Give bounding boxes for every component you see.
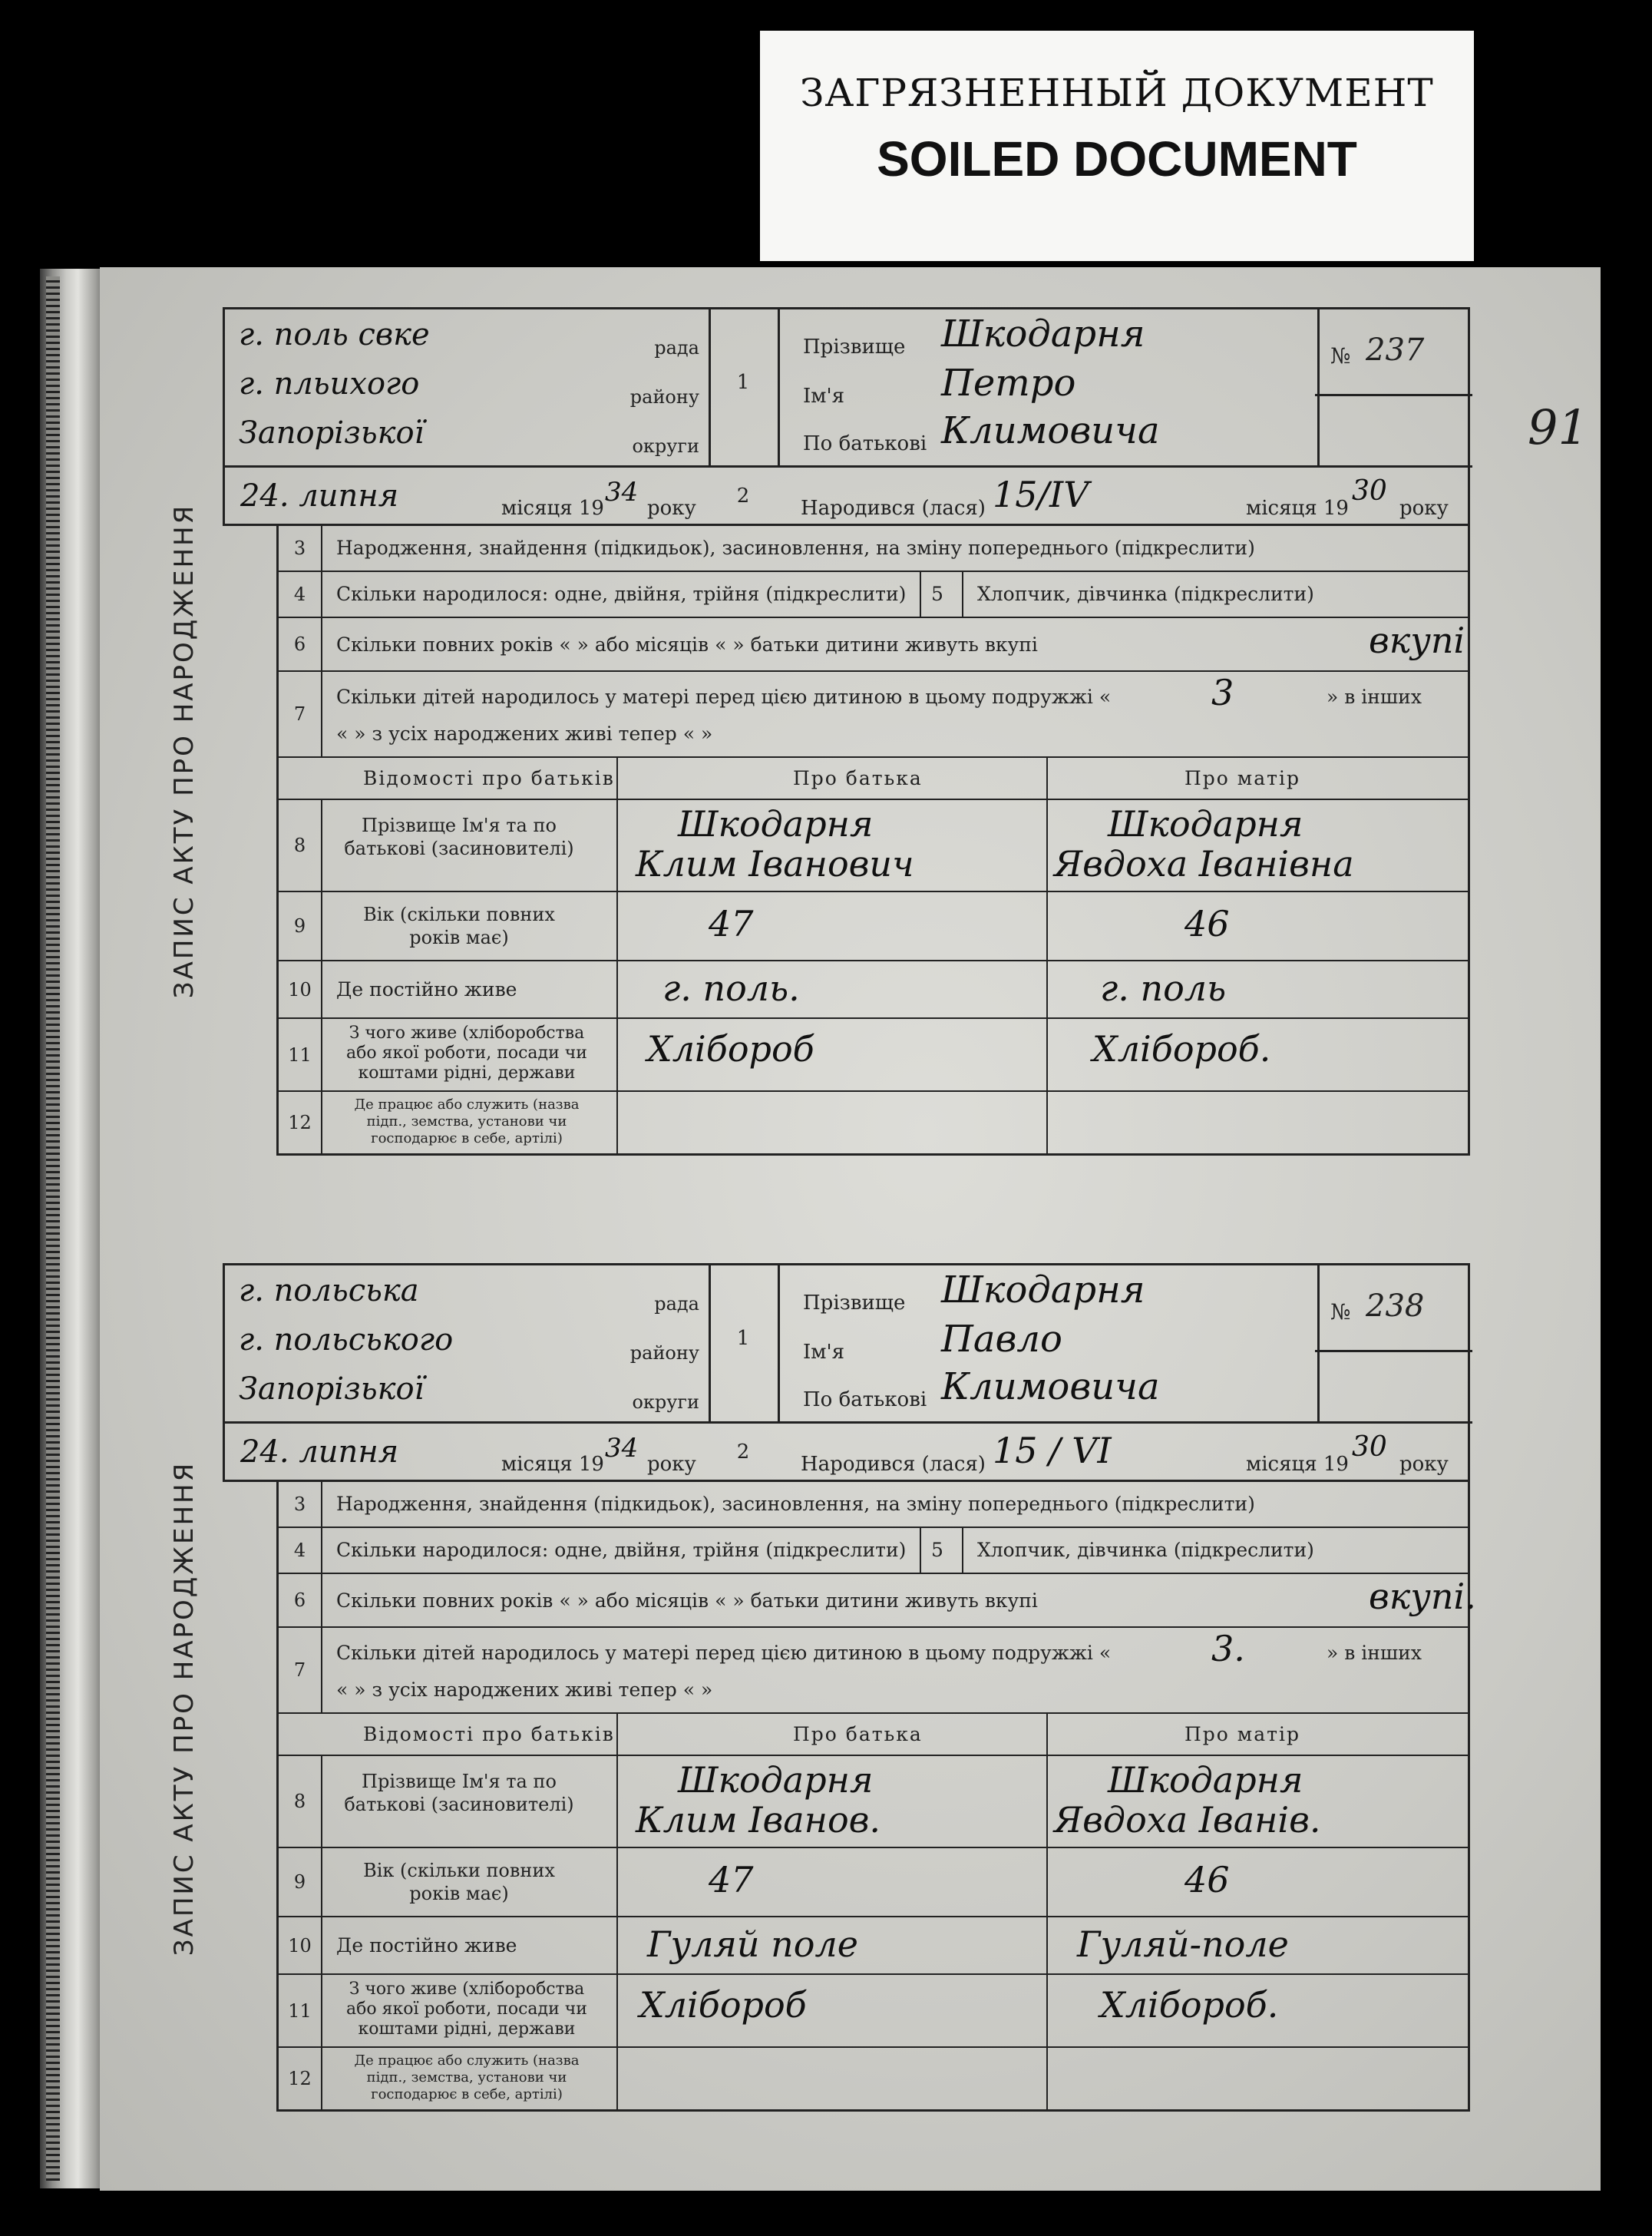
surname-label: Прізвище — [803, 336, 906, 359]
name-label: Ім'я — [803, 385, 845, 408]
father-header: Про батька — [793, 767, 923, 789]
row10-label: Де постійно живе — [336, 1934, 517, 1957]
mother-age: 46 — [1184, 1859, 1230, 1900]
registration-date: 24. липня — [240, 478, 399, 514]
name-value: Павло — [941, 1318, 1062, 1361]
row-number-5: 5 — [931, 1539, 943, 1561]
row7-text-a: Скільки дітей народилось у матері перед цією дитиною в цьому подружжі « — [336, 1642, 1112, 1664]
place-block — [225, 1265, 711, 1421]
registration-year: 34 — [605, 1433, 639, 1464]
page-edges — [46, 276, 60, 2181]
row-number-3: 3 — [279, 1482, 322, 1526]
name-block — [778, 1265, 1320, 1421]
row8-label: Прізвище Ім'я та по батькові (засиновителі) — [344, 1771, 574, 1815]
surname-label: Прізвище — [803, 1292, 906, 1315]
month-year-label: місяця 19 — [501, 497, 604, 520]
father-name: Клим Іванович — [636, 843, 914, 885]
row-number-11: 11 — [279, 1975, 322, 2046]
parents-header: Відомості про батьків — [363, 767, 615, 789]
father-surname: Шкодарня — [678, 1759, 874, 1801]
birth-year-label: року — [1399, 1453, 1449, 1476]
born-label: Народився (лася) — [801, 1453, 986, 1476]
mother-surname: Шкодарня — [1108, 1759, 1303, 1801]
row7-text-a: Скільки дітей народилось у матері перед цією дитиною в цьому подружжі « — [336, 686, 1112, 708]
rayon-label: району — [629, 386, 699, 408]
mother-residence: Гуляй-поле — [1077, 1923, 1289, 1965]
father-occupation: Хлібороб — [639, 1984, 807, 2026]
row-number-9: 9 — [279, 1848, 322, 1916]
record-number-value: 238 — [1366, 1288, 1425, 1324]
row9-label: Вік (скільки повних років має) — [363, 1860, 555, 1904]
row10-label: Де постійно живе — [336, 978, 517, 1001]
mother-header: Про матір — [1184, 1723, 1300, 1745]
row12-label: Де працює або служить (назва підп., земства, установи чи господарює в себе, артілі) — [354, 2052, 580, 2102]
row11-label: З чого живе (хліборобства або якої роботи, посади чи коштами рідні, держави — [346, 1024, 587, 1083]
rada-value: г. поль свке — [239, 317, 430, 352]
row-number-8: 8 — [279, 800, 322, 891]
row7-text-c: « » з усіх народжених живі тепер « » — [336, 723, 713, 745]
row6-text: Скільки повних років « » або місяців « » батьки дитини живуть вкупі — [336, 633, 1038, 656]
row5-text: Хлопчик, дівчинка (підкреслити) — [977, 1539, 1314, 1561]
row11-label: З чого живе (хліборобства або якої роботи, посади чи коштами рідні, держави — [346, 1980, 587, 2039]
label-english: SOILED DOCUMENT — [877, 131, 1357, 187]
okruha-label: округи — [632, 1391, 699, 1413]
row8-label: Прізвище Ім'я та по батькові (засиновителі) — [344, 815, 574, 859]
name-block — [778, 309, 1320, 465]
row-number-4: 4 — [279, 572, 322, 617]
parents-header: Відомості про батьків — [363, 1723, 615, 1745]
row-number-5: 5 — [931, 583, 943, 605]
birth-year: 30 — [1352, 475, 1387, 507]
mother-residence: г. поль — [1100, 968, 1227, 1009]
date-line — [225, 465, 1472, 531]
row-number-11: 11 — [279, 1019, 322, 1090]
father-residence: Гуляй поле — [647, 1923, 858, 1965]
years-together: вкупі. — [1369, 1576, 1476, 1617]
number-sign: № — [1330, 1299, 1351, 1325]
row-number-1: 1 — [736, 1327, 750, 1350]
record-header — [223, 1263, 1470, 1482]
rayon-value: г. польського — [239, 1322, 454, 1358]
rada-label: рада — [654, 337, 699, 359]
date-line — [225, 1421, 1472, 1487]
surname-value: Шкодарня — [941, 1268, 1145, 1312]
row12-label: Де працює або служить (назва підп., земства, установи чи господарює в себе, артілі) — [354, 1096, 580, 1146]
birth-date: 15/IV — [993, 474, 1089, 515]
row6-text: Скільки повних років « » або місяців « » батьки дитини живуть вкупі — [336, 1589, 1038, 1612]
birth-date: 15 / VI — [993, 1430, 1112, 1471]
father-surname: Шкодарня — [678, 803, 874, 845]
okruha-value: Запорізької — [239, 415, 425, 451]
birth-record-2 — [169, 1263, 1476, 2154]
name-value: Петро — [941, 362, 1076, 405]
birth-year: 30 — [1352, 1431, 1387, 1463]
row-number-8: 8 — [279, 1756, 322, 1847]
row3-text: Народження, знайдення (підкидьок), засиновлення, на зміну попереднього (підкреслити) — [336, 537, 1255, 559]
father-name: Клим Іванов. — [636, 1799, 881, 1841]
row-number-3: 3 — [279, 526, 322, 571]
mother-surname: Шкодарня — [1108, 803, 1303, 845]
years-together: вкупі — [1369, 620, 1465, 661]
birth-year-label: року — [1399, 497, 1449, 520]
row-number-2: 2 — [736, 485, 750, 508]
row-number-2: 2 — [736, 1440, 750, 1464]
rada-label: рада — [654, 1293, 699, 1315]
okruha-label: округи — [632, 435, 699, 457]
mother-name: Явдоха Іванів. — [1054, 1799, 1321, 1841]
father-age: 47 — [709, 903, 754, 944]
row-number-12: 12 — [279, 1092, 322, 1153]
row-number-7: 7 — [279, 1628, 322, 1712]
side-title: ЗАПИС АКТУ ПРО НАРОДЖЕННЯ — [169, 503, 200, 998]
mother-age: 46 — [1184, 903, 1230, 944]
row-number-10: 10 — [279, 1917, 322, 1973]
row4-text: Скільки народилося: одне, двійня, трійня (підкреслити) — [336, 1539, 907, 1561]
rada-value: г. польська — [239, 1273, 419, 1308]
father-occupation: Хлібороб — [647, 1028, 814, 1070]
record-body — [276, 526, 1470, 1156]
mother-name: Явдоха Іванівна — [1054, 843, 1354, 885]
side-title: ЗАПИС АКТУ ПРО НАРОДЖЕННЯ — [169, 1460, 200, 1957]
soiled-document-label — [760, 31, 1474, 261]
birth-month-label: місяця 19 — [1246, 1453, 1349, 1476]
row-number-7: 7 — [279, 672, 322, 756]
registration-date: 24. липня — [240, 1434, 399, 1470]
rayon-label: району — [629, 1342, 699, 1364]
row5-text: Хлопчик, дівчинка (підкреслити) — [977, 583, 1314, 605]
row-number-12: 12 — [279, 2048, 322, 2109]
row-number-4: 4 — [279, 1528, 322, 1573]
patronymic-value: Климовича — [941, 409, 1160, 452]
rayon-value: г. пльихого — [239, 366, 420, 402]
row-number-6: 6 — [279, 1574, 322, 1626]
father-header: Про батька — [793, 1723, 923, 1745]
label-russian: ЗАГРЯЗНЕННЫЙ ДОКУМЕНТ — [800, 71, 1434, 115]
name-label: Ім'я — [803, 1341, 845, 1364]
month-year-label: місяця 19 — [501, 1453, 604, 1476]
record-number — [1315, 309, 1472, 396]
record-number — [1315, 1265, 1472, 1352]
mother-header: Про матір — [1184, 767, 1300, 789]
row3-text: Народження, знайдення (підкидьок), засиновлення, на зміну попереднього (підкреслити) — [336, 1493, 1255, 1515]
mother-occupation: Хлібороб. — [1092, 1028, 1271, 1070]
row7-text-b: » в інших — [1327, 686, 1422, 708]
row7-text-b: » в інших — [1327, 1642, 1422, 1664]
year-label: року — [647, 1453, 696, 1476]
record-body — [276, 1482, 1476, 2112]
folio-number: 91 — [1528, 399, 1588, 455]
row9-label: Вік (скільки повних років має) — [363, 904, 555, 948]
mother-occupation: Хлібороб. — [1100, 1984, 1279, 2026]
number-sign: № — [1330, 343, 1351, 369]
record-header — [223, 307, 1470, 526]
patronymic-value: Климовича — [941, 1365, 1160, 1408]
patronymic-label: По батькові — [803, 432, 927, 455]
father-age: 47 — [709, 1859, 754, 1900]
okruha-value: Запорізької — [239, 1371, 425, 1407]
row-number-10: 10 — [279, 961, 322, 1017]
row-number-9: 9 — [279, 892, 322, 960]
children-before: 3 — [1211, 672, 1234, 713]
surname-value: Шкодарня — [941, 313, 1145, 356]
patronymic-label: По батькові — [803, 1388, 927, 1411]
place-block — [225, 309, 711, 465]
born-label: Народився (лася) — [801, 497, 986, 520]
row-number-6: 6 — [279, 618, 322, 670]
year-label: року — [647, 497, 696, 520]
birth-month-label: місяця 19 — [1246, 497, 1349, 520]
birth-record-1 — [169, 307, 1470, 1194]
record-number-value: 237 — [1366, 332, 1425, 368]
row4-text: Скільки народилося: одне, двійня, трійня (підкреслити) — [336, 583, 907, 605]
father-residence: г. поль. — [662, 968, 800, 1009]
row7-text-c: « » з усіх народжених живі тепер « » — [336, 1679, 713, 1701]
row-number-1: 1 — [736, 371, 750, 394]
children-before: 3. — [1211, 1628, 1245, 1669]
registration-year: 34 — [605, 477, 639, 508]
